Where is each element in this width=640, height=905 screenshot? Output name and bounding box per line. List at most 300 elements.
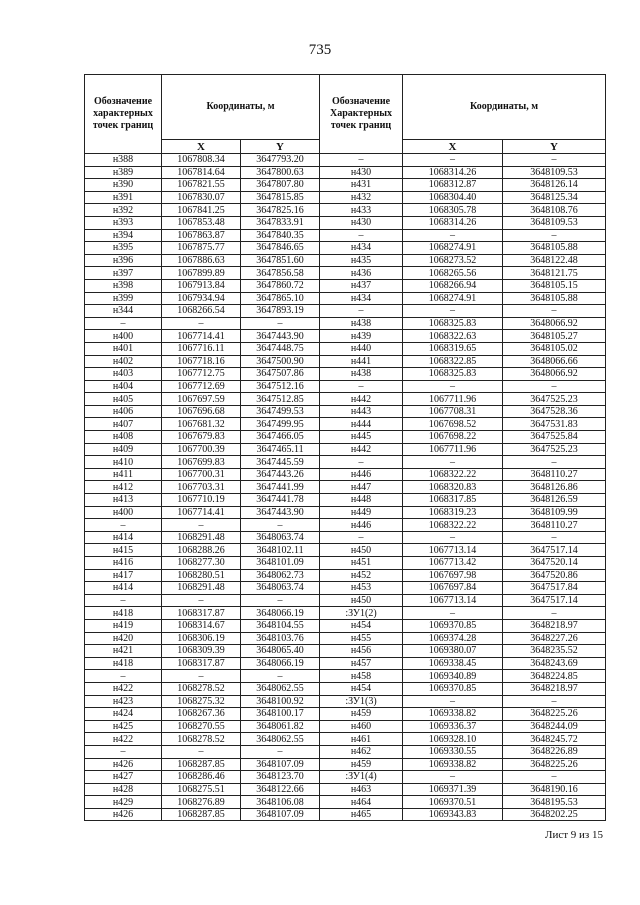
cell-y-left: 3648106.08 bbox=[241, 796, 320, 809]
cell-x-left: 1067821.55 bbox=[162, 179, 241, 192]
cell-point-left: н419 bbox=[85, 619, 162, 632]
cell-point-left: н414 bbox=[85, 531, 162, 544]
cell-x-left: 1068278.52 bbox=[162, 733, 241, 746]
cell-y-right: 3648108.76 bbox=[503, 204, 606, 217]
table-row bbox=[85, 531, 606, 544]
cell-y-right: 3648109.99 bbox=[503, 506, 606, 519]
cell-y-right: 3648109.53 bbox=[503, 216, 606, 229]
cell-point-left: н397 bbox=[85, 267, 162, 280]
table-row bbox=[85, 771, 606, 784]
cell-point-left: н344 bbox=[85, 305, 162, 318]
cell-y-left: 3647840.35 bbox=[241, 229, 320, 242]
cell-point-right: н463 bbox=[320, 783, 403, 796]
table-row bbox=[85, 783, 606, 796]
cell-x-right: 1068312.87 bbox=[403, 179, 503, 192]
cell-point-right: н461 bbox=[320, 733, 403, 746]
cell-y-right: – bbox=[503, 695, 606, 708]
cell-point-left: н406 bbox=[85, 405, 162, 418]
table-row bbox=[85, 494, 606, 507]
cell-y-left: 3647466.05 bbox=[241, 431, 320, 444]
cell-point-right: н465 bbox=[320, 808, 403, 821]
cell-x-right: 1069371.39 bbox=[403, 783, 503, 796]
cell-y-left: 3647445.59 bbox=[241, 456, 320, 469]
cell-y-left: 3647443.90 bbox=[241, 330, 320, 343]
cell-point-right: н434 bbox=[320, 292, 403, 305]
cell-x-left: 1068287.85 bbox=[162, 758, 241, 771]
cell-x-left: 1067841.25 bbox=[162, 204, 241, 217]
cell-point-right: н457 bbox=[320, 657, 403, 670]
cell-point-left: н415 bbox=[85, 544, 162, 557]
cell-x-right: 1068266.94 bbox=[403, 279, 503, 292]
cell-y-right: 3648105.88 bbox=[503, 242, 606, 255]
cell-point-right: н449 bbox=[320, 506, 403, 519]
cell-x-left: – bbox=[162, 317, 241, 330]
cell-x-left: – bbox=[162, 670, 241, 683]
cell-x-left: 1068314.67 bbox=[162, 619, 241, 632]
cell-y-left: 3648062.55 bbox=[241, 733, 320, 746]
cell-point-left: н426 bbox=[85, 758, 162, 771]
cell-x-left: 1067710.19 bbox=[162, 494, 241, 507]
cell-y-right: 3647517.14 bbox=[503, 594, 606, 607]
cell-point-left: н409 bbox=[85, 443, 162, 456]
cell-point-left: – bbox=[85, 519, 162, 532]
cell-y-left: 3647441.78 bbox=[241, 494, 320, 507]
cell-x-left: 1067700.31 bbox=[162, 468, 241, 481]
cell-point-right: н459 bbox=[320, 758, 403, 771]
cell-x-left: 1067814.64 bbox=[162, 166, 241, 179]
cell-y-right: 3648235.52 bbox=[503, 645, 606, 658]
cell-point-left: н427 bbox=[85, 771, 162, 784]
table-row bbox=[85, 330, 606, 343]
cell-y-left: 3648063.74 bbox=[241, 582, 320, 595]
cell-y-left: 3648061.82 bbox=[241, 720, 320, 733]
cell-point-left: – bbox=[85, 670, 162, 683]
table-row bbox=[85, 619, 606, 632]
cell-x-right: 1069374.28 bbox=[403, 632, 503, 645]
cell-y-right: 3648227.26 bbox=[503, 632, 606, 645]
cell-point-left: н394 bbox=[85, 229, 162, 242]
cell-point-right: н437 bbox=[320, 279, 403, 292]
cell-point-right: н446 bbox=[320, 519, 403, 532]
cell-x-left: 1067696.68 bbox=[162, 405, 241, 418]
cell-y-right: 3648105.02 bbox=[503, 342, 606, 355]
cell-x-right: 1069328.10 bbox=[403, 733, 503, 746]
table-row bbox=[85, 569, 606, 582]
table-row bbox=[85, 594, 606, 607]
cell-x-right: – bbox=[403, 607, 503, 620]
table-row bbox=[85, 695, 606, 708]
cell-x-right: 1068325.83 bbox=[403, 317, 503, 330]
cell-point-right: н450 bbox=[320, 544, 403, 557]
cell-y-right: 3648110.27 bbox=[503, 468, 606, 481]
cell-y-right: 3648225.26 bbox=[503, 758, 606, 771]
cell-x-left: 1068306.19 bbox=[162, 632, 241, 645]
cell-y-left: 3647448.75 bbox=[241, 342, 320, 355]
cell-x-left: 1068288.26 bbox=[162, 544, 241, 557]
table-row bbox=[85, 317, 606, 330]
cell-point-right: н453 bbox=[320, 582, 403, 595]
table-row bbox=[85, 380, 606, 393]
table-row bbox=[85, 582, 606, 595]
cell-x-right: 1068322.22 bbox=[403, 468, 503, 481]
cell-point-left: н391 bbox=[85, 191, 162, 204]
cell-y-left: 3648063.74 bbox=[241, 531, 320, 544]
cell-point-right: – bbox=[320, 229, 403, 242]
table-row bbox=[85, 645, 606, 658]
cell-x-right: – bbox=[403, 380, 503, 393]
cell-x-left: 1067700.39 bbox=[162, 443, 241, 456]
table-row bbox=[85, 519, 606, 532]
cell-y-left: 3647500.90 bbox=[241, 355, 320, 368]
cell-point-left: н399 bbox=[85, 292, 162, 305]
cell-y-right: 3648218.97 bbox=[503, 682, 606, 695]
table-row bbox=[85, 154, 606, 167]
cell-point-right: н458 bbox=[320, 670, 403, 683]
cell-y-left: 3648065.40 bbox=[241, 645, 320, 658]
page-number: 735 bbox=[308, 42, 332, 58]
cell-point-right: н444 bbox=[320, 418, 403, 431]
cell-y-right: 3647517.14 bbox=[503, 544, 606, 557]
cell-y-right: 3647520.14 bbox=[503, 557, 606, 570]
cell-point-right: н459 bbox=[320, 708, 403, 721]
cell-point-left: н416 bbox=[85, 557, 162, 570]
cell-point-right: – bbox=[320, 305, 403, 318]
cell-y-right: – bbox=[503, 380, 606, 393]
cell-x-right: – bbox=[403, 305, 503, 318]
table-row bbox=[85, 481, 606, 494]
cell-x-right: 1068273.52 bbox=[403, 254, 503, 267]
table-row bbox=[85, 368, 606, 381]
cell-y-right: 3648226.89 bbox=[503, 745, 606, 758]
cell-x-right: 1069340.89 bbox=[403, 670, 503, 683]
cell-x-left: 1067714.41 bbox=[162, 506, 241, 519]
cell-point-left: н400 bbox=[85, 506, 162, 519]
cell-y-left: 3648101.09 bbox=[241, 557, 320, 570]
cell-x-left: 1067712.75 bbox=[162, 368, 241, 381]
cell-x-right: 1067698.22 bbox=[403, 431, 503, 444]
cell-y-left: 3647800.63 bbox=[241, 166, 320, 179]
cell-y-left: 3648104.55 bbox=[241, 619, 320, 632]
cell-y-right: – bbox=[503, 771, 606, 784]
cell-y-right: 3647531.83 bbox=[503, 418, 606, 431]
cell-x-left: – bbox=[162, 519, 241, 532]
header-point-left: Обозначение характерных точек границ bbox=[85, 75, 162, 154]
cell-y-left: 3647499.95 bbox=[241, 418, 320, 431]
table-row bbox=[85, 405, 606, 418]
table-row bbox=[85, 254, 606, 267]
cell-x-right: 1067697.98 bbox=[403, 569, 503, 582]
cell-y-left: 3648066.19 bbox=[241, 657, 320, 670]
cell-point-right: :ЗУ1(4) bbox=[320, 771, 403, 784]
cell-point-right: н439 bbox=[320, 330, 403, 343]
cell-y-left: 3647465.11 bbox=[241, 443, 320, 456]
cell-point-left: н393 bbox=[85, 216, 162, 229]
cell-point-right: н454 bbox=[320, 682, 403, 695]
table-row bbox=[85, 456, 606, 469]
cell-point-right: н433 bbox=[320, 204, 403, 217]
cell-x-right: 1068274.91 bbox=[403, 242, 503, 255]
cell-y-left: 3648102.11 bbox=[241, 544, 320, 557]
cell-x-right: – bbox=[403, 229, 503, 242]
cell-point-right: – bbox=[320, 154, 403, 167]
cell-point-left: н388 bbox=[85, 154, 162, 167]
cell-x-right: 1068304.40 bbox=[403, 191, 503, 204]
table-row bbox=[85, 720, 606, 733]
cell-x-left: 1068266.54 bbox=[162, 305, 241, 318]
cell-y-right: 3648066.92 bbox=[503, 317, 606, 330]
table-row bbox=[85, 292, 606, 305]
cell-x-right: 1069330.55 bbox=[403, 745, 503, 758]
table-row bbox=[85, 242, 606, 255]
cell-point-left: н403 bbox=[85, 368, 162, 381]
cell-point-right: н438 bbox=[320, 368, 403, 381]
cell-x-right: 1068314.26 bbox=[403, 216, 503, 229]
cell-point-left: н408 bbox=[85, 431, 162, 444]
cell-point-right: н430 bbox=[320, 216, 403, 229]
cell-x-right: 1067713.42 bbox=[403, 557, 503, 570]
cell-y-left: 3647865.10 bbox=[241, 292, 320, 305]
cell-x-right: 1067708.31 bbox=[403, 405, 503, 418]
table-row bbox=[85, 229, 606, 242]
cell-point-right: н438 bbox=[320, 317, 403, 330]
table-row bbox=[85, 670, 606, 683]
cell-x-left: 1068267.36 bbox=[162, 708, 241, 721]
cell-point-right: н456 bbox=[320, 645, 403, 658]
cell-x-right: 1068322.22 bbox=[403, 519, 503, 532]
cell-x-left: 1068275.32 bbox=[162, 695, 241, 708]
cell-point-left: н418 bbox=[85, 657, 162, 670]
cell-y-right: – bbox=[503, 607, 606, 620]
table-row bbox=[85, 758, 606, 771]
cell-y-right: 3648126.14 bbox=[503, 179, 606, 192]
cell-y-right: 3648121.75 bbox=[503, 267, 606, 280]
cell-y-left: 3647860.72 bbox=[241, 279, 320, 292]
cell-point-right: н442 bbox=[320, 393, 403, 406]
cell-y-left: 3647793.20 bbox=[241, 154, 320, 167]
cell-x-right: 1069338.45 bbox=[403, 657, 503, 670]
cell-y-left: 3648062.73 bbox=[241, 569, 320, 582]
header-y-right: Y bbox=[503, 140, 606, 154]
cell-y-right: – bbox=[503, 305, 606, 318]
cell-point-left: – bbox=[85, 594, 162, 607]
table-row bbox=[85, 191, 606, 204]
cell-y-left: 3647443.26 bbox=[241, 468, 320, 481]
cell-point-left: н425 bbox=[85, 720, 162, 733]
cell-point-left: н404 bbox=[85, 380, 162, 393]
cell-y-left: 3647815.85 bbox=[241, 191, 320, 204]
cell-y-right: 3648244.09 bbox=[503, 720, 606, 733]
cell-point-left: н412 bbox=[85, 481, 162, 494]
cell-point-right: н432 bbox=[320, 191, 403, 204]
cell-y-right: 3648105.15 bbox=[503, 279, 606, 292]
table-row bbox=[85, 279, 606, 292]
cell-y-right: 3648202.25 bbox=[503, 808, 606, 821]
cell-y-right: 3648125.34 bbox=[503, 191, 606, 204]
cell-x-left: 1068291.48 bbox=[162, 531, 241, 544]
cell-y-left: 3647846.65 bbox=[241, 242, 320, 255]
cell-point-left: н414 bbox=[85, 582, 162, 595]
cell-x-left: 1068317.87 bbox=[162, 657, 241, 670]
cell-y-right: 3648225.26 bbox=[503, 708, 606, 721]
cell-x-right: 1068325.83 bbox=[403, 368, 503, 381]
cell-x-left: 1067699.83 bbox=[162, 456, 241, 469]
cell-point-left: н389 bbox=[85, 166, 162, 179]
table-row bbox=[85, 179, 606, 192]
cell-point-right: н430 bbox=[320, 166, 403, 179]
table-row bbox=[85, 632, 606, 645]
header-coords-right: Координаты, м bbox=[403, 75, 606, 140]
table-row bbox=[85, 708, 606, 721]
cell-x-left: 1068270.55 bbox=[162, 720, 241, 733]
cell-y-left: 3648107.09 bbox=[241, 808, 320, 821]
cell-y-left: 3648100.92 bbox=[241, 695, 320, 708]
cell-x-right: 1069338.82 bbox=[403, 758, 503, 771]
cell-x-right: 1069370.85 bbox=[403, 619, 503, 632]
cell-y-left: – bbox=[241, 670, 320, 683]
cell-y-right: 3648105.27 bbox=[503, 330, 606, 343]
cell-x-left: 1068317.87 bbox=[162, 607, 241, 620]
table-row bbox=[85, 393, 606, 406]
table-row bbox=[85, 733, 606, 746]
cell-x-left: 1068280.51 bbox=[162, 569, 241, 582]
cell-point-right: н436 bbox=[320, 267, 403, 280]
cell-y-left: 3648103.76 bbox=[241, 632, 320, 645]
cell-y-right: 3647520.86 bbox=[503, 569, 606, 582]
cell-y-right: 3648122.48 bbox=[503, 254, 606, 267]
cell-x-right: 1067711.96 bbox=[403, 393, 503, 406]
cell-x-right: 1067713.14 bbox=[403, 594, 503, 607]
cell-point-right: н460 bbox=[320, 720, 403, 733]
cell-x-right: 1069380.07 bbox=[403, 645, 503, 658]
cell-x-right: 1068322.63 bbox=[403, 330, 503, 343]
cell-x-left: 1067830.07 bbox=[162, 191, 241, 204]
table-row bbox=[85, 796, 606, 809]
header-x-left: X bbox=[162, 140, 241, 154]
cell-x-right: 1068274.91 bbox=[403, 292, 503, 305]
cell-point-right: н445 bbox=[320, 431, 403, 444]
cell-y-left: 3647856.58 bbox=[241, 267, 320, 280]
header-coords-left: Координаты, м bbox=[162, 75, 320, 140]
cell-point-right: н451 bbox=[320, 557, 403, 570]
cell-point-right: н447 bbox=[320, 481, 403, 494]
cell-y-left: 3648100.17 bbox=[241, 708, 320, 721]
cell-x-right: 1068319.23 bbox=[403, 506, 503, 519]
cell-y-right: 3648224.85 bbox=[503, 670, 606, 683]
cell-point-left: н396 bbox=[85, 254, 162, 267]
cell-y-left: 3648123.70 bbox=[241, 771, 320, 784]
cell-point-left: н421 bbox=[85, 645, 162, 658]
cell-y-right: 3648126.59 bbox=[503, 494, 606, 507]
cell-x-right: – bbox=[403, 154, 503, 167]
cell-x-left: 1067679.83 bbox=[162, 431, 241, 444]
cell-x-right: 1069370.51 bbox=[403, 796, 503, 809]
cell-point-right: н442 bbox=[320, 443, 403, 456]
cell-x-right: 1068314.26 bbox=[403, 166, 503, 179]
cell-x-left: 1067808.34 bbox=[162, 154, 241, 167]
boundary-coordinates-table bbox=[84, 74, 606, 821]
cell-y-right: 3648218.97 bbox=[503, 619, 606, 632]
cell-y-right: 3648243.69 bbox=[503, 657, 606, 670]
cell-x-right: 1067698.52 bbox=[403, 418, 503, 431]
cell-point-left: н429 bbox=[85, 796, 162, 809]
cell-point-right: н452 bbox=[320, 569, 403, 582]
cell-point-right: н435 bbox=[320, 254, 403, 267]
header-point-right: Обозначение Характерных точек границ bbox=[320, 75, 403, 154]
cell-y-left: 3647893.19 bbox=[241, 305, 320, 318]
cell-y-right: 3648109.53 bbox=[503, 166, 606, 179]
cell-y-right: 3647525.23 bbox=[503, 443, 606, 456]
table-row bbox=[85, 745, 606, 758]
cell-x-left: 1068287.85 bbox=[162, 808, 241, 821]
cell-y-left: 3647441.99 bbox=[241, 481, 320, 494]
cell-point-right: н441 bbox=[320, 355, 403, 368]
cell-x-right: – bbox=[403, 695, 503, 708]
cell-point-right: :ЗУ1(2) bbox=[320, 607, 403, 620]
cell-point-right: н455 bbox=[320, 632, 403, 645]
cell-point-right: – bbox=[320, 380, 403, 393]
cell-y-left: 3647512.16 bbox=[241, 380, 320, 393]
cell-x-left: 1067853.48 bbox=[162, 216, 241, 229]
table-row bbox=[85, 557, 606, 570]
cell-point-right: н446 bbox=[320, 468, 403, 481]
cell-y-right: 3647528.36 bbox=[503, 405, 606, 418]
cell-x-left: 1067875.77 bbox=[162, 242, 241, 255]
cell-y-right: – bbox=[503, 154, 606, 167]
cell-point-left: н428 bbox=[85, 783, 162, 796]
cell-point-left: н392 bbox=[85, 204, 162, 217]
table-row bbox=[85, 166, 606, 179]
cell-y-left: 3647851.60 bbox=[241, 254, 320, 267]
cell-x-right: 1069338.82 bbox=[403, 708, 503, 721]
table-row bbox=[85, 544, 606, 557]
table-row bbox=[85, 682, 606, 695]
table-row bbox=[85, 204, 606, 217]
cell-point-left: н422 bbox=[85, 733, 162, 746]
cell-point-left: н407 bbox=[85, 418, 162, 431]
table-row bbox=[85, 355, 606, 368]
cell-x-right: – bbox=[403, 531, 503, 544]
cell-x-left: 1068276.89 bbox=[162, 796, 241, 809]
cell-x-left: 1067716.11 bbox=[162, 342, 241, 355]
cell-y-left: 3648062.55 bbox=[241, 682, 320, 695]
cell-point-right: н434 bbox=[320, 242, 403, 255]
cell-point-left: н401 bbox=[85, 342, 162, 355]
cell-point-right: н443 bbox=[320, 405, 403, 418]
cell-x-right: 1068319.65 bbox=[403, 342, 503, 355]
cell-y-left: – bbox=[241, 594, 320, 607]
table-body bbox=[85, 154, 606, 821]
table-row bbox=[85, 431, 606, 444]
cell-y-right: 3648126.86 bbox=[503, 481, 606, 494]
cell-point-right: н431 bbox=[320, 179, 403, 192]
cell-x-left: 1067899.89 bbox=[162, 267, 241, 280]
cell-y-left: – bbox=[241, 745, 320, 758]
cell-x-right: 1069370.85 bbox=[403, 682, 503, 695]
table-row bbox=[85, 657, 606, 670]
cell-x-left: 1068309.39 bbox=[162, 645, 241, 658]
cell-point-left: н405 bbox=[85, 393, 162, 406]
cell-x-left: 1068275.51 bbox=[162, 783, 241, 796]
cell-x-left: 1068286.46 bbox=[162, 771, 241, 784]
cell-point-right: н450 bbox=[320, 594, 403, 607]
cell-x-right: 1068305.78 bbox=[403, 204, 503, 217]
cell-point-right: н462 bbox=[320, 745, 403, 758]
cell-y-right: 3648190.16 bbox=[503, 783, 606, 796]
cell-y-left: 3647512.85 bbox=[241, 393, 320, 406]
cell-y-left: 3647833.91 bbox=[241, 216, 320, 229]
cell-x-left: 1067886.63 bbox=[162, 254, 241, 267]
cell-x-right: 1069343.83 bbox=[403, 808, 503, 821]
